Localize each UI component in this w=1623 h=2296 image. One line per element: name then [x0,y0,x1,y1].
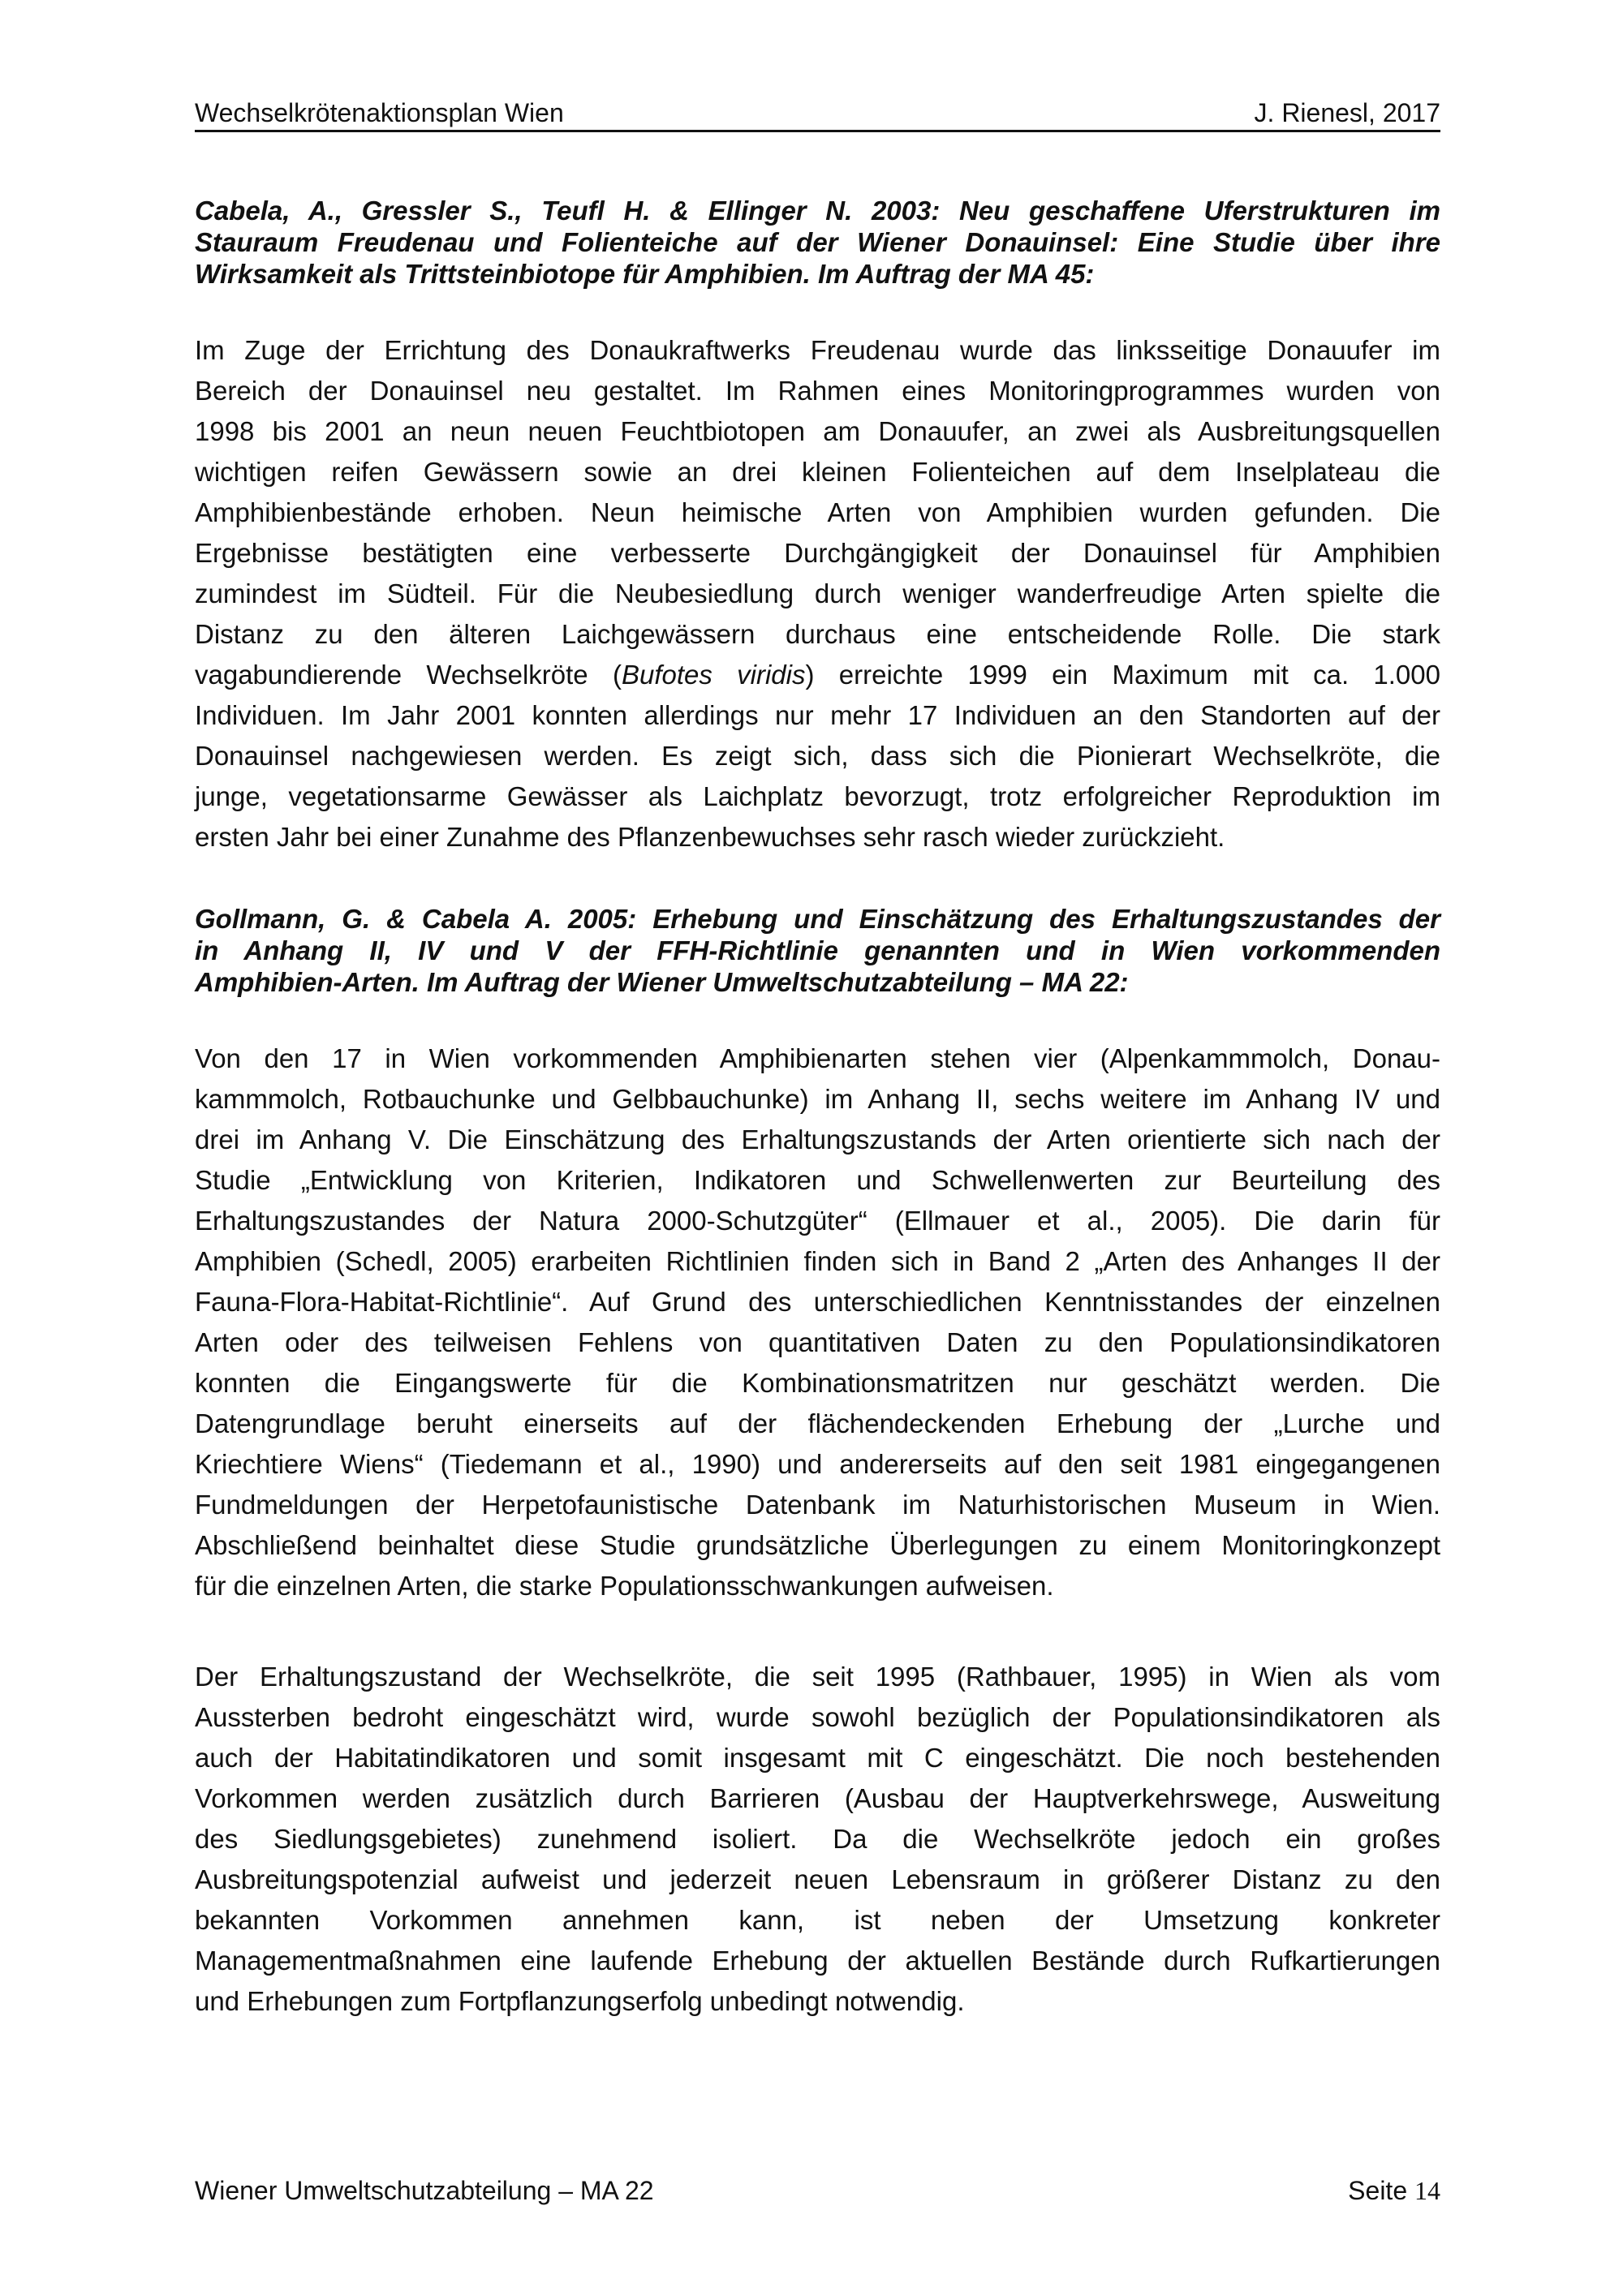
reference-summary-1 [195,330,1440,858]
text-line: Abschließend beinhaltet diese Studie grundsätzliche Überlegungen zu einem Monitoringkonzept [195,1530,1440,1560]
text-line: wichtigen reifen Gewässern sowie an drei kleinen Folienteichen auf dem Inselplateau die [195,457,1440,487]
author-year: J. Rienesl, 2017 [1254,98,1440,127]
text-line: Vorkommen werden zusätzlich durch Barrieren (Ausbau der Hauptverkehrswege, Ausweitung [195,1783,1440,1813]
page-label: Seite [1348,2176,1408,2205]
page-number-value: 14 [1414,2176,1440,2205]
heading-line: Gollmann, G. & Cabela A. 2005: Erhebung und Einschätzung des Erhaltungszustandes der [195,904,1440,934]
text-line: Im Zuge der Errichtung des Donaukraftwerks Freudenau wurde das linksseitige Donauufer im [195,335,1440,365]
heading-line: Wirksamkeit als Trittsteinbiotope für Amphibien. Im Auftrag der MA 45: [195,259,1095,289]
species-name: Bufotes viridis [621,660,806,690]
text-line: Datengrundlage beruht einerseits auf der flächendeckenden Erhebung der „Lurche und [195,1408,1440,1438]
page-header [195,96,1440,132]
text-line: zumindest im Südteil. Für die Neubesiedlung durch weniger wanderfreudige Arten spielte die [195,578,1440,608]
text-line: Kriechtiere Wiens“ (Tiedemann et al., 1990) und andererseits auf den seit 1981 eingegangenen [195,1449,1440,1479]
text-line: Fauna-Flora-Habitat-Richtlinie“. Auf Grund des unterschiedlichen Kenntnisstandes der einzelnen [195,1287,1440,1317]
text-segment: ) erreichte 1999 ein Maximum mit ca. 1.000 [805,660,1440,690]
text-line: Distanz zu den älteren Laichgewässern durchaus eine entscheidende Rolle. Die stark [195,619,1440,649]
text-line: Ergebnisse bestätigten eine verbesserte Durchgängigkeit der Donauinsel für Amphibien [195,538,1440,568]
text-line [195,655,1440,695]
heading-line: Stauraum Freudenau und Folienteiche auf der Wiener Donauinsel: Eine Studie über ihre [195,227,1440,257]
reference-summary-2-continued [195,1657,1440,2022]
text-line: und Erhebungen zum Fortpflanzungserfolg unbedingt notwendig. [195,1986,965,2016]
heading-line: in Anhang II, IV und V der FFH-Richtlinie genannten und in Wien vorkommenden [195,935,1440,965]
text-line: 1998 bis 2001 an neun neuen Feuchtbiotopen am Donauufer, an zwei als Ausbreitungsquellen [195,416,1440,446]
text-line: Amphibien (Schedl, 2005) erarbeiten Richtlinien finden sich in Band 2 „Arten des Anhanges II der [195,1246,1440,1276]
text-line: ersten Jahr bei einer Zunahme des Pflanzenbewuchses sehr rasch wieder zurückzieht. [195,822,1225,852]
footer-department: Wiener Umweltschutzabteilung – MA 22 [195,2176,654,2205]
text-line: Amphibienbestände erhoben. Neun heimische Arten von Amphibien wurden gefunden. Die [195,497,1440,527]
text-line: Von den 17 in Wien vorkommenden Amphibienarten stehen vier (Alpenkammmolch, Donau- [195,1043,1440,1073]
text-line: auch der Habitatindikatoren und somit insgesamt mit C eingeschätzt. Die noch bestehenden [195,1743,1440,1773]
heading-line: Cabela, A., Gressler S., Teufl H. & Ellinger N. 2003: Neu geschaffene Uferstrukturen im [195,196,1440,226]
heading-line: Amphibien-Arten. Im Auftrag der Wiener Umweltschutzabteilung – MA 22: [195,967,1129,997]
text-line: Der Erhaltungszustand der Wechselkröte, die seit 1995 (Rathbauer, 1995) in Wien als vom [195,1662,1440,1692]
reference-summary-2 [195,1038,1440,1606]
reference-heading-2 [195,903,1440,998]
text-line: Bereich der Donauinsel neu gestaltet. Im Rahmen eines Monitoringprogrammes wurden von [195,376,1440,406]
page-footer [195,2176,1440,2206]
text-line: des Siedlungsgebietes) zunehmend isoliert. Da die Wechselkröte jedoch ein großes [195,1824,1440,1854]
text-line: Erhaltungszustandes der Natura 2000-Schutzgüter“ (Ellmauer et al., 2005). Die darin für [195,1206,1440,1236]
text-line: Ausbreitungspotenzial aufweist und jederzeit neuen Lebensraum in größerer Distanz zu den [195,1864,1440,1894]
text-line: bekannten Vorkommen annehmen kann, ist neben der Umsetzung konkreter [195,1905,1440,1935]
text-line: drei im Anhang V. Die Einschätzung des Erhaltungszustands der Arten orientierte sich nach der [195,1124,1440,1154]
text-segment: vagabundierende Wechselkröte ( [195,660,622,690]
text-line: Studie „Entwicklung von Kriterien, Indikatoren und Schwellenwerten zur Beurteilung des [195,1165,1440,1195]
text-line: konnten die Eingangswerte für die Kombinationsmatritzen nur geschätzt werden. Die [195,1368,1440,1398]
text-line: Individuen. Im Jahr 2001 konnten allerdings nur mehr 17 Individuen an den Standorten auf der [195,700,1440,730]
text-line: Donauinsel nachgewiesen werden. Es zeigt sich, dass sich die Pionierart Wechselkröte, die [195,741,1440,771]
text-line: Arten oder des teilweisen Fehlens von quantitativen Daten zu den Populationsindikatoren [195,1327,1440,1357]
page-number [1348,2176,1440,2206]
text-line: für die einzelnen Arten, die starke Populationsschwankungen aufweisen. [195,1571,1054,1601]
text-line: Fundmeldungen der Herpetofaunistische Datenbank im Naturhistorischen Museum in Wien. [195,1490,1440,1520]
document-title: Wechselkrötenaktionsplan Wien [195,98,564,127]
text-line: junge, vegetationsarme Gewässer als Laichplatz bevorzugt, trotz erfolgreicher Reproduktion im [195,781,1440,811]
text-line: Aussterben bedroht eingeschätzt wird, wurde sowohl bezüglich der Populationsindikatoren als [195,1702,1440,1732]
text-line: Managementmaßnahmen eine laufende Erhebung der aktuellen Bestände durch Rufkartierungen [195,1946,1440,1976]
reference-heading-1 [195,195,1440,290]
text-line: kammmolch, Rotbauchunke und Gelbbauchunke) im Anhang II, sechs weitere im Anhang IV und [195,1084,1440,1114]
